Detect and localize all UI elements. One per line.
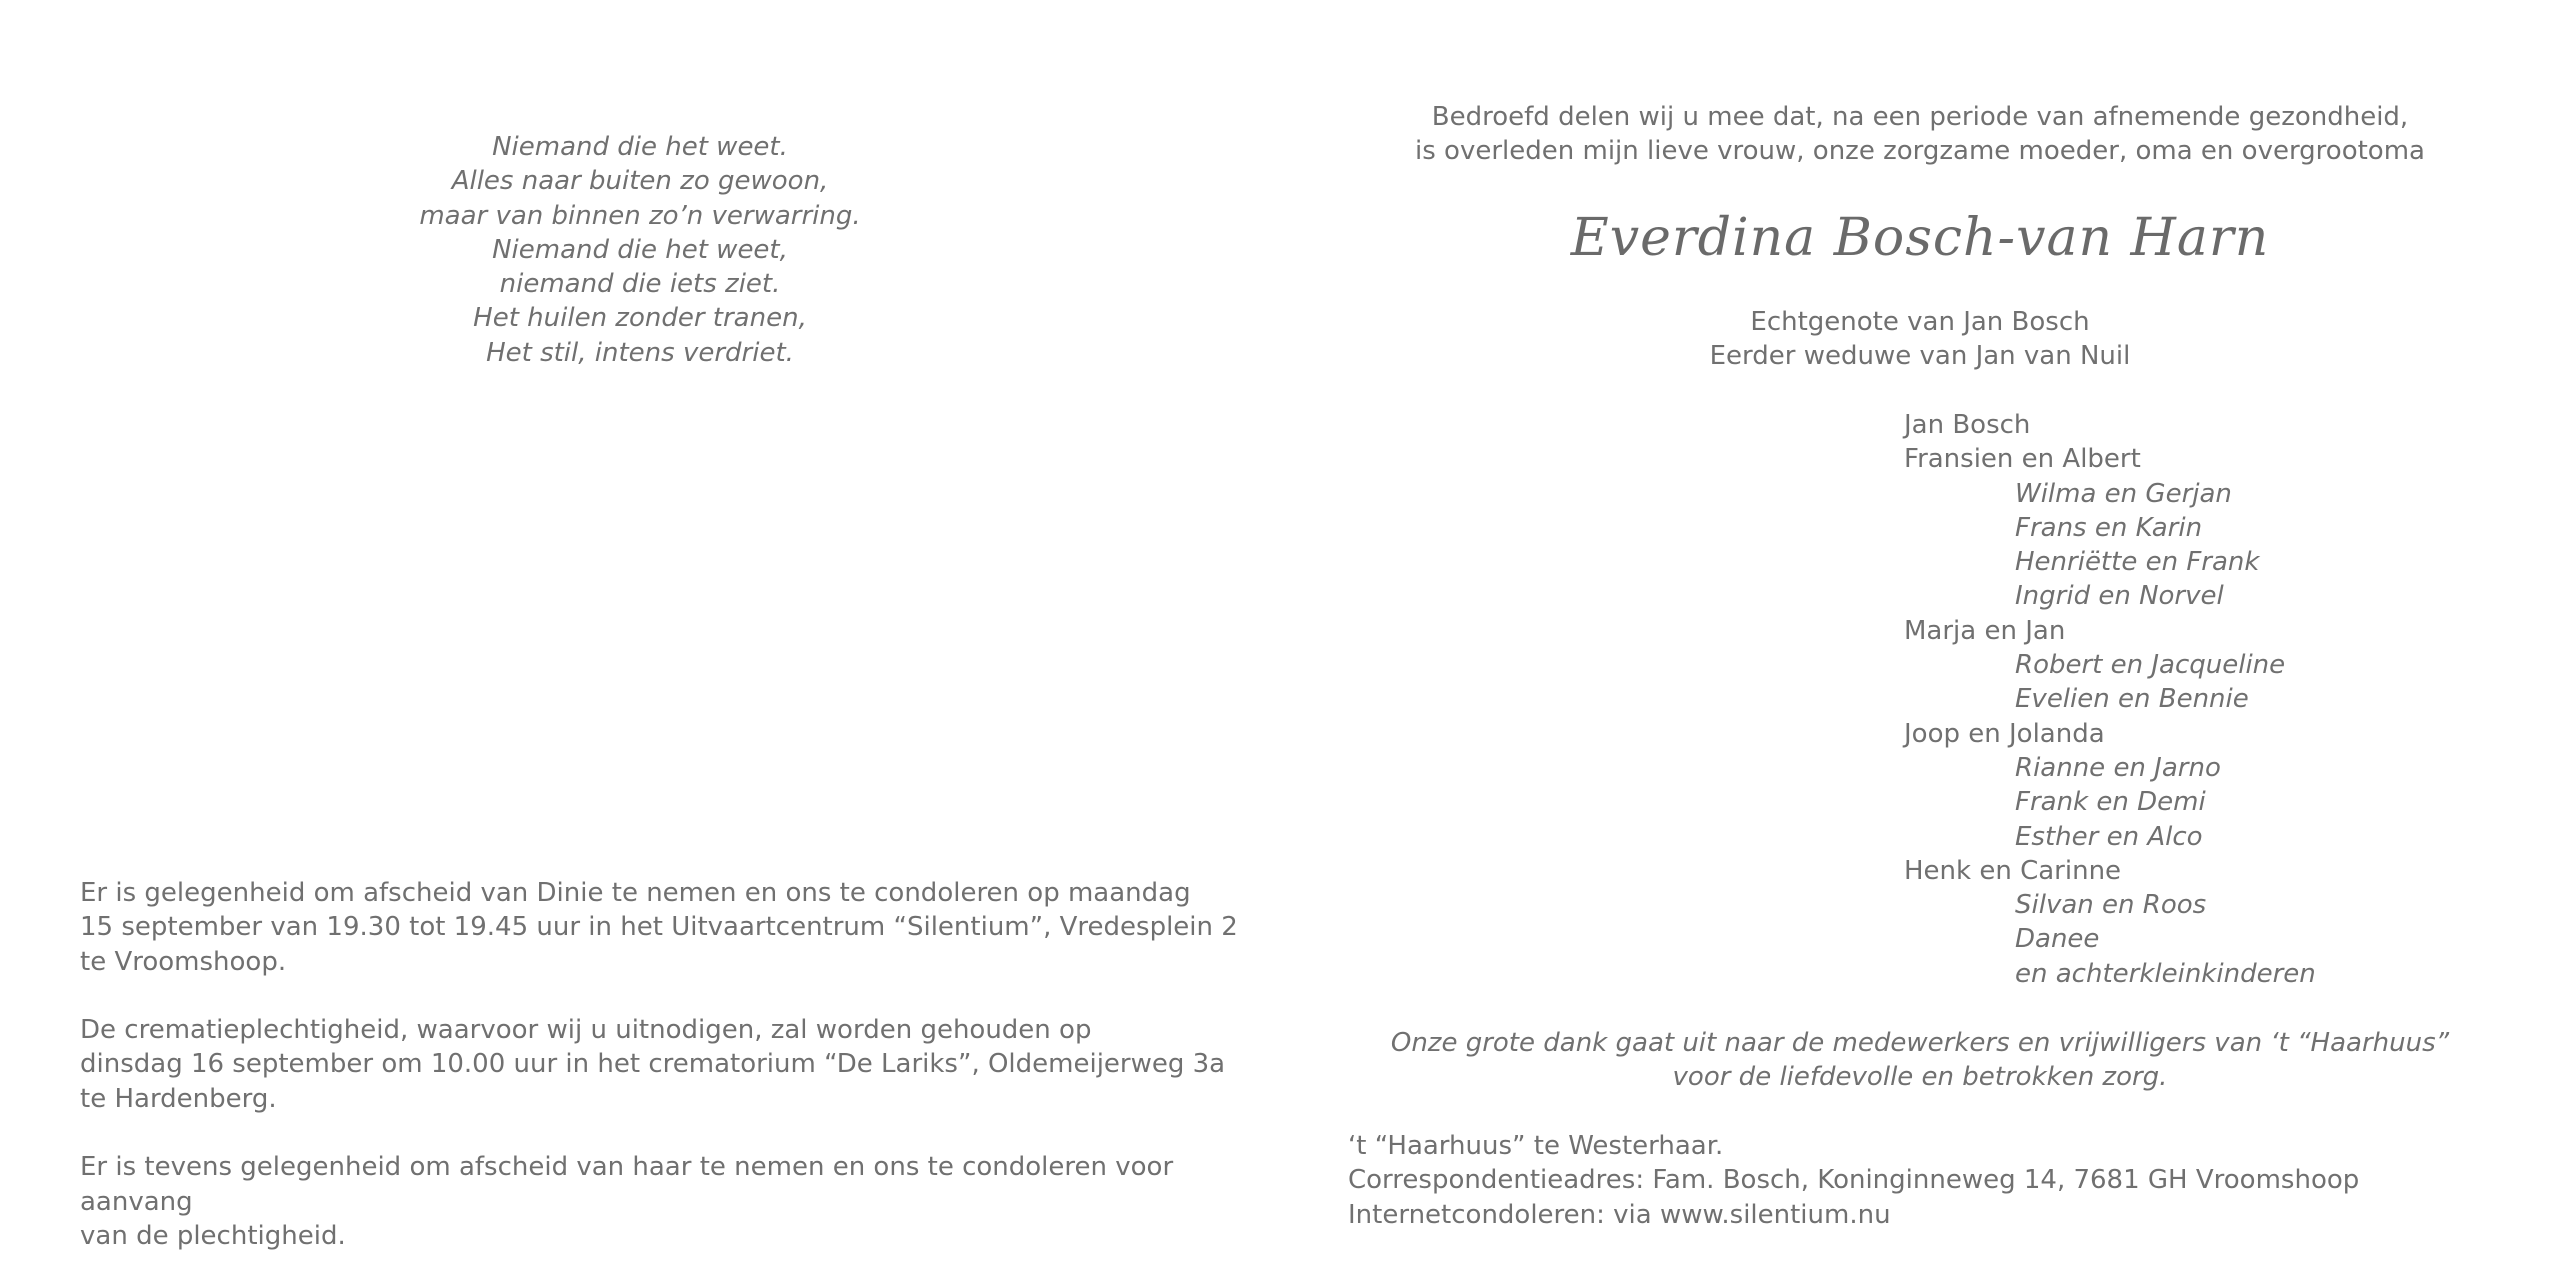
contact-line: Correspondentieadres: Fam. Bosch, Koninginneweg 14, 7681 GH Vroomshoop: [1348, 1165, 2360, 1196]
family-member: Jan Bosch: [1904, 410, 2031, 440]
announcement-line: Bedroefd delen wij u mee dat, na een periode van afnemende gezondheid,: [1431, 102, 2409, 132]
additional-condolence-paragraph: Er is tevens gelegenheid om afscheid van haar te nemen en ons te condoleren voor aanvang van de plechtigheid.: [80, 1152, 1174, 1251]
announcement: [1280, 100, 2560, 169]
family-member: Fransien en Albert: [1904, 444, 2141, 475]
grandchild-member: Frank en Demi: [2015, 787, 2206, 818]
family-member: Marja en Jan: [1904, 615, 2066, 646]
family-member: Joop en Jolanda: [1904, 718, 2105, 749]
announcement-line: is overleden mijn lieve vrouw, onze zorgzame moeder, oma en overgrootoma: [1415, 136, 2425, 167]
condolence-paragraph: Er is gelegenheid om afscheid van Dinie te nemen en ons te condoleren op maandag 15 september van 19.30 tot 19.45 uur in het Uitvaartcentrum “Silentium”, Vredesplein 2 te Vroomshoop.: [80, 878, 1238, 977]
poem: [0, 130, 1280, 370]
family-list: [1904, 408, 2316, 991]
grandchild-member: Evelien en Bennie: [2015, 684, 2249, 715]
contact-line: Internetcondoleren: via www.silentium.nu: [1348, 1199, 1891, 1230]
poem-line: Het stil, intens verdriet.: [486, 337, 794, 368]
grandchild-member: Henriëtte en Frank: [2015, 547, 2260, 578]
grandchild-member: Rianne en Jarno: [2015, 752, 2221, 783]
contact-line: ‘t “Haarhuus” te Westerhaar.: [1348, 1131, 1724, 1161]
thanks-line: Onze grote dank gaat uit naar de medewerkers en vrijwilligers van ‘t “Haarhuus”: [1390, 1028, 2450, 1058]
cremation-paragraph: De crematieplechtigheid, waarvoor wij u uitnodigen, zal worden gehouden op dinsdag 16 september om 10.00 uur in het crematorium “De Lariks”, Oldemeijerweg 3a te Hardenberg.: [80, 1015, 1226, 1114]
deceased-name: Everdina Bosch-van Harn: [1570, 208, 2270, 268]
grandchild-member: Danee: [2015, 924, 2100, 955]
thanks-line: voor de liefdevolle en betrokken zorg.: [1672, 1062, 2168, 1093]
poem-line: Het huilen zonder tranen,: [473, 303, 807, 334]
grandchild-member: Robert en Jacqueline: [2015, 650, 2286, 681]
grandchild-member: Silvan en Roos: [2015, 890, 2207, 921]
spouse-info: [1280, 305, 2560, 374]
left-page: [0, 0, 1280, 1280]
poem-line: Niemand die het weet.: [492, 132, 788, 162]
poem-line: niemand die iets ziet.: [499, 269, 781, 300]
grandchild-member: Frans en Karin: [2015, 512, 2203, 543]
spouse-line: Eerder weduwe van Jan van Nuil: [1709, 341, 2131, 372]
grandchild-member: en achterkleinkinderen: [2015, 958, 2316, 989]
poem-line: Niemand die het weet,: [492, 234, 788, 265]
grandchild-member: Wilma en Gerjan: [2015, 478, 2232, 509]
thanks-message: [1280, 1026, 2560, 1095]
grandchild-member: Ingrid en Norvel: [2015, 581, 2224, 612]
service-information: [80, 876, 1260, 1288]
right-page: [1280, 0, 2560, 1280]
contact-info: [1348, 1129, 2359, 1232]
grandchild-member: Esther en Alco: [2015, 821, 2203, 852]
spouse-line: Echtgenote van Jan Bosch: [1750, 307, 2090, 337]
poem-line: Alles naar buiten zo gewoon,: [451, 166, 829, 197]
family-member: Henk en Carinne: [1904, 855, 2122, 886]
poem-line: maar van binnen zo’n verwarring.: [419, 200, 861, 231]
